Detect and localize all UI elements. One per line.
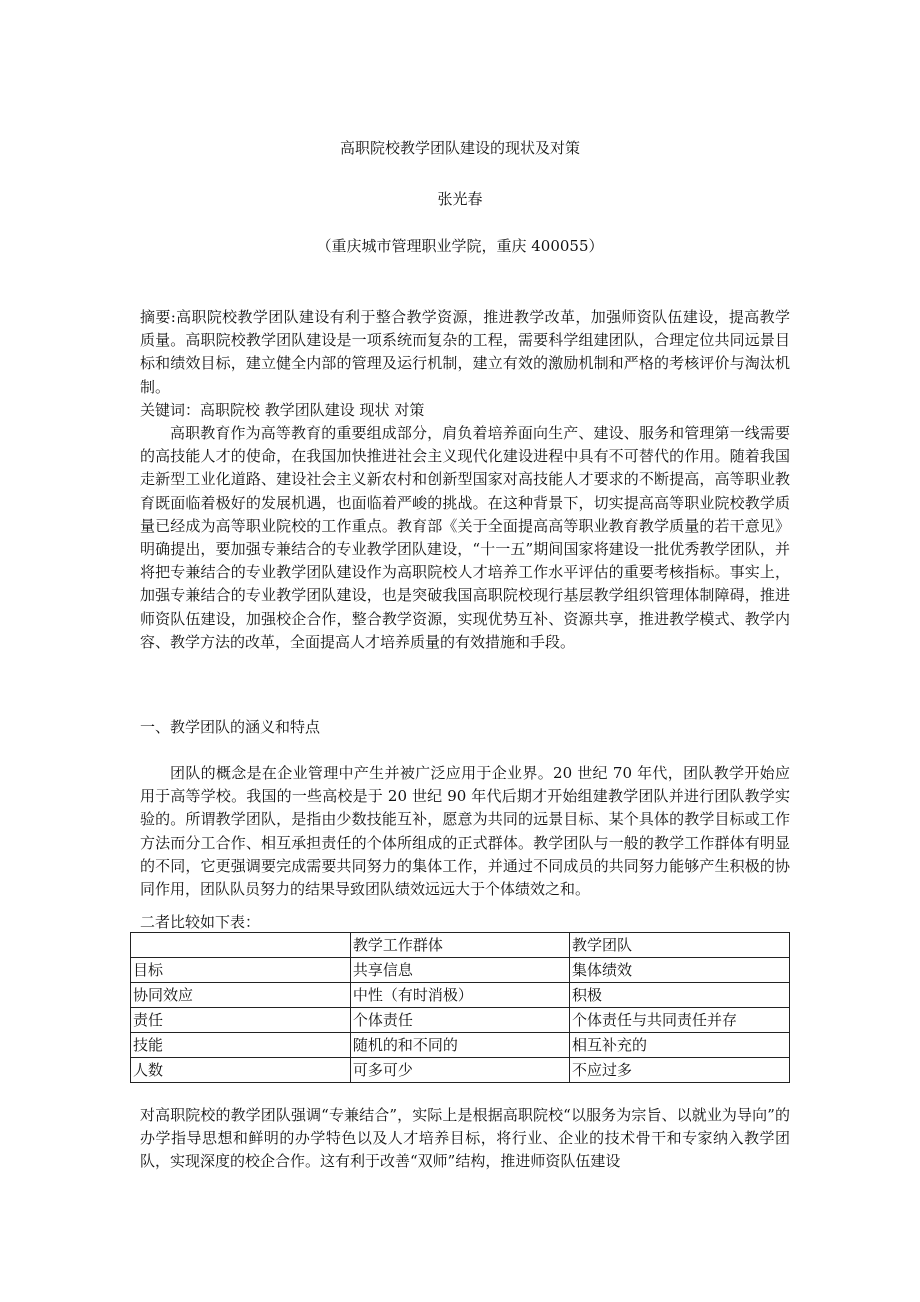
table-cell: 目标 — [131, 958, 351, 983]
table-cell: 随机的和不同的 — [350, 1033, 569, 1058]
table-cell: 技能 — [131, 1033, 351, 1058]
table-cell: 共享信息 — [350, 958, 569, 983]
table-cell: 中性（有时消极） — [350, 983, 569, 1008]
intro-paragraph: 高职教育作为高等教育的重要组成部分，肩负着培养面向生产、建设、服务和管理第一线需要的高技能人才的使命，在我国加快推进社会主义现代化建设进程中具有不可替代的作用。随着我国走新型工业化道路、建设社会主义新农村和创新型国家对高技能人才要求的不断提高，高等职业教育既面临着极好的发展机遇，也面临着严峻的挑战。在这种背景下，切实提高高等职业院校教学质量已经成为高等职业院校的工作重点。教育部《关于全面提高高等职业教育教学质量的若干意见》明确提出，要加强专兼结合的专业教学团队建设，“十一五”期间国家将建设一批优秀教学团队，并将把专兼结合的专业教学团队建设作为高职院校人才培养工作水平评估的重要考核指标。事实上，加强专兼结合的专业教学团队建设，也是突破我国高职院校现行基层教学组织管理体制障碍，推进师资队伍建设，加强校企合作，整合教学资源，实现优势互补、资源共享，推进教学模式、教学内容、教学方法的改革，全面提高人才培养质量的有效措施和手段。 — [140, 424, 790, 651]
table-header-cell: 教学团队 — [570, 933, 790, 958]
table-cell: 不应过多 — [570, 1058, 790, 1083]
section-heading-1: 一、教学团队的涵义和特点 — [140, 718, 321, 736]
table-cell: 协同效应 — [131, 983, 351, 1008]
table-row — [131, 1058, 790, 1083]
team-concept-paragraph: 团队的概念是在企业管理中产生并被广泛应用于企业界。20 世纪 70 年代，团队教学开始应用于高等学校。我国的一些高校是于 20 世纪 90 年代后期才开始组建教学团队并进行团队教学实验的。所谓教学团队，是指由少数技能互补，愿意为共同的远景目标、某个具体的教学目标或工作方法而分工合作、相互承担责任的个体所组成的正式群体。教学团队与一般的教学工作群体有明显的不同，它更强调要完成需要共同努力的集体工作，并通过不同成员的共同努力能够产生积极的协同作用，团队队员努力的结果导致团队绩效远远大于个体绩效之和。 — [140, 764, 790, 899]
abstract-text: 高职院校教学团队建设有利于整合教学资源，推进教学改革，加强师资队伍建设，提高教学质量。高职院校教学团队建设是一项系统而复杂的工程，需要科学组建团队，合理定位共同远景目标和绩效目标，建立健全内部的管理及运行机制，建立有效的激励机制和严格的考核评价与淘汰机制。 — [140, 308, 790, 396]
table-cell: 人数 — [131, 1058, 351, 1083]
table-row — [131, 958, 790, 983]
author-affiliation: （重庆城市管理职业学院，重庆 400055） — [316, 237, 604, 255]
table-cell: 积极 — [570, 983, 790, 1008]
table-cell: 责任 — [131, 1008, 351, 1033]
abstract-label: 摘要: — [140, 308, 176, 326]
table-cell: 个体责任与共同责任并存 — [570, 1008, 790, 1033]
table-cell: 集体绩效 — [570, 958, 790, 983]
table-header-row — [131, 933, 790, 958]
abstract — [140, 306, 790, 399]
table-row — [131, 983, 790, 1008]
table-row — [131, 1033, 790, 1058]
paper-title: 高职院校教学团队建设的现状及对策 — [339, 139, 580, 157]
school-enterprise-paragraph: 对高职院校的教学团队强调“专兼结合”，实际上是根据高职院校“以服务为宗旨、以就业为导向”的办学指导思想和鲜明的办学特色以及人才培养目标，将行业、企业的技术骨干和专家纳入教学团队，实现深度的校企合作。这有利于改善“双师”结构，推进师资队伍建设 — [140, 1106, 790, 1171]
table-row — [131, 1008, 790, 1033]
table-cell: 个体责任 — [350, 1008, 569, 1033]
table-cell: 可多可少 — [350, 1058, 569, 1083]
keywords-text: 高职院校 教学团队建设 现状 对策 — [200, 401, 425, 419]
table-header-cell: 教学工作群体 — [350, 933, 569, 958]
keywords — [140, 399, 790, 422]
keywords-label: 关键词： — [140, 401, 201, 419]
table-intro: 二者比较如下表： — [140, 913, 261, 931]
comparison-table — [130, 932, 790, 1083]
table-cell: 相互补充的 — [570, 1033, 790, 1058]
table-header-cell — [131, 933, 351, 958]
author-name: 张光春 — [437, 190, 483, 208]
